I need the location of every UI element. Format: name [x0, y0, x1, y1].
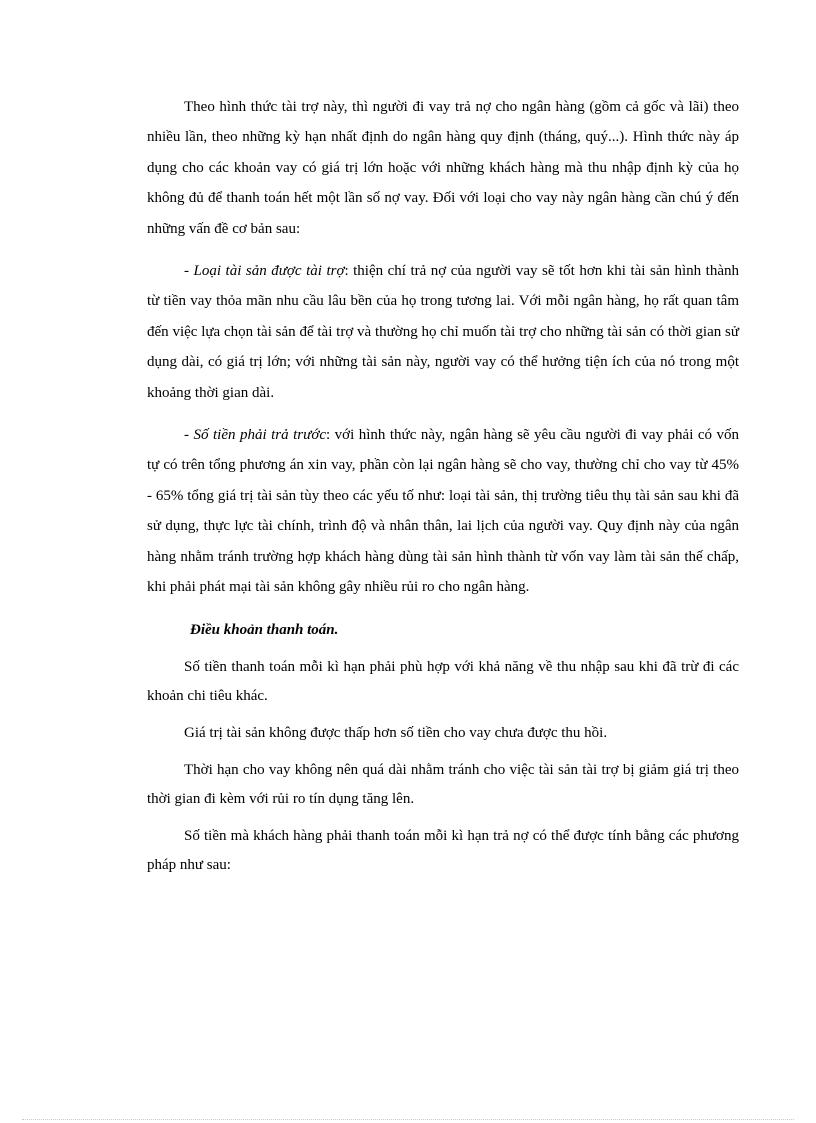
down-payment-paragraph [147, 420, 739, 602]
intro-paragraph: Theo hình thức tài trợ này, thì người đi vay trả nợ cho ngân hàng (gồm cả gốc và lãi) theo nhiều lần, theo những kỳ hạn nhất định do ngân hàng quy định (tháng, quý...). Hình thức này áp dụng cho các khoản vay có giá trị lớn hoặc với những khách hàng mà thu nhập định kỳ của họ không đủ để thanh toán hết một lần số nợ vay. Đối với loại cho vay này ngân hàng cần chú ý đến những vấn đề cơ bản sau: [147, 99, 739, 237]
asset-type-text: : thiện chí trả nợ của người vay sẽ tốt hơn khi tài sản hình thành từ tiền vay thỏa mãn nhu cầu lâu bền của họ trong tương lai. Với mỗi ngân hàng, họ rất quan tâm đến việc lựa chọn tài sản để tài trợ và thường họ chỉ muốn tài trợ cho những tài sản có thời gian sử dụng dài, có giá trị lớn; với những tài sản này, người vay có thể hưởng tiện ích của nó trong một khoảng thời gian dài. [147, 263, 739, 401]
payment-term-item: Giá trị tài sản không được thấp hơn số tiền cho vay chưa được thu hồi. [184, 724, 608, 741]
asset-type-paragraph [147, 256, 739, 408]
asset-type-prefix: - [184, 263, 194, 280]
down-payment-prefix: - [184, 427, 194, 444]
asset-type-term: Loại tài sản được tài trợ [193, 263, 345, 280]
payment-term-item: Số tiền thanh toán mỗi kì hạn phải phù hợp với khả năng về thu nhập sau khi đã trừ đi các khoản chi tiêu khác. [147, 658, 739, 704]
payment-term-item: Số tiền mà khách hàng phải thanh toán mỗi kì hạn trả nợ có thể được tính bằng các phương pháp như sau: [147, 827, 739, 873]
down-payment-term: Số tiền phải trả trước [193, 427, 326, 444]
payment-term-item: Thời hạn cho vay không nên quá dài nhằm tránh cho việc tài sản tài trợ bị giảm giá trị theo thời gian đi kèm với rủi ro tín dụng tăng lên. [147, 761, 739, 807]
page-bottom-border [22, 1119, 794, 1120]
down-payment-text: : với hình thức này, ngân hàng sẽ yêu cầu người đi vay phải có vốn tự có trên tổng phương án xin vay, phần còn lại ngân hàng sẽ cho vay, thường chỉ cho vay từ 45% - 65% tổng giá trị tài sản tùy theo các yếu tố như: loại tài sản, thị trường tiêu thụ tài sản sau khi đã sử dụng, thực lực tài chính, trình độ và nhân thân, lai lịch của người vay. Quy định này của ngân hàng nhằm tránh trường hợp khách hàng dùng tài sản hình thành từ vốn vay làm tài sản thế chấp, khi phải phát mại tài sản không gây nhiều rủi ro cho ngân hàng. [147, 427, 740, 596]
payment-terms-heading: Điều khoản thanh toán. [190, 621, 339, 638]
document-body [147, 92, 739, 880]
